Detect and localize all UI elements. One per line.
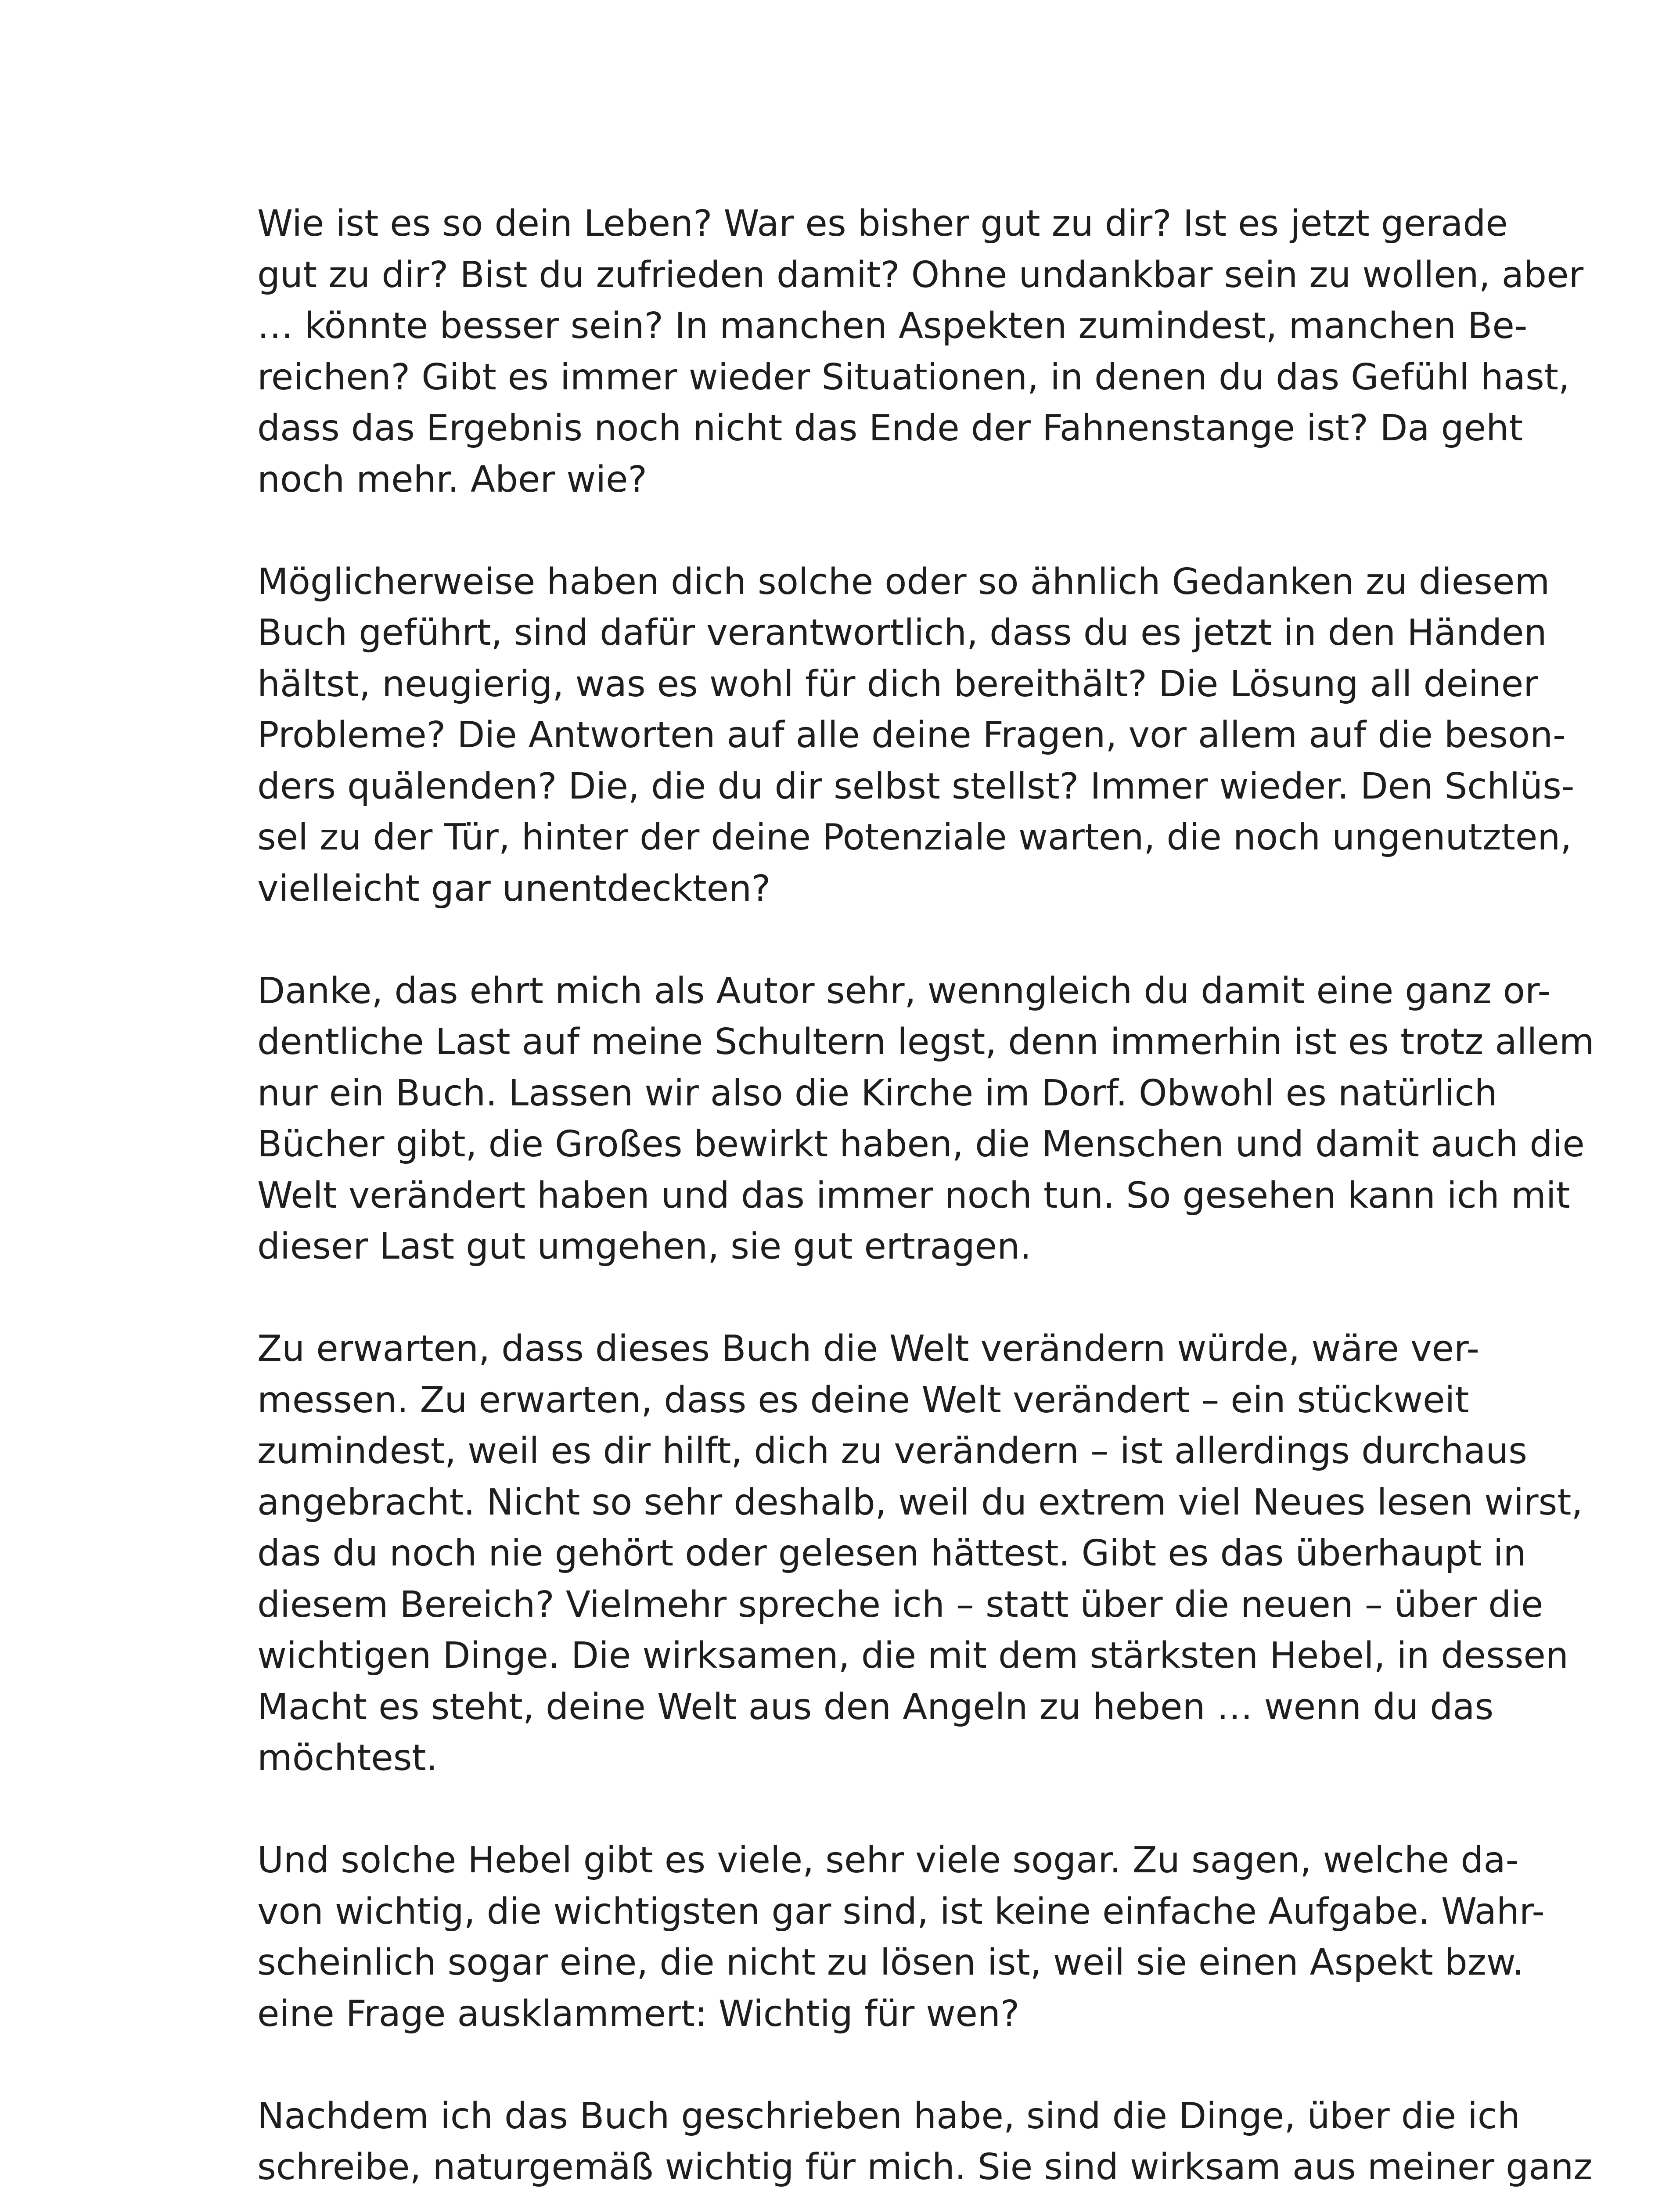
text-line: schreibe, naturgemäß wichtig für mich. Sie sind wirksam aus meiner ganz [257,2146,1593,2188]
text-line: wichtigen Dinge. Die wirksamen, die mit dem stärksten Hebel, in dessen [257,1635,1568,1677]
text-line: messen. Zu erwarten, dass es deine Welt verändert – ein stückweit [257,1379,1469,1421]
text-line: Buch geführt, sind dafür verantwortlich, dass du es jetzt in den Händen [257,612,1547,654]
text-line: eine Frage ausklammert: Wichtig für wen? [257,1993,1020,2035]
text-line: sel zu der Tür, hinter der deine Potenziale warten, die noch ungenutzten, [257,817,1572,858]
text-line: noch mehr. Aber wie? [257,458,648,500]
text-line: Probleme? Die Antworten auf alle deine Fragen, vor allem auf die beson- [257,714,1566,756]
paragraph-6 [257,2091,1593,2195]
text-line: möchtest. [257,1737,438,1779]
paragraph-5 [257,1835,1545,2040]
text-line: reichen? Gibt es immer wieder Situationen, in denen du das Gefühl hast, [257,356,1570,398]
text-line: dieser Last gut umgehen, sie gut ertragen. [257,1226,1032,1267]
text-line: hältst, neugierig, was es wohl für dich bereithält? Die Lösung all deiner [257,663,1538,705]
body-text [257,198,1594,2195]
paragraph-4 [257,1324,1583,1784]
paragraph-gap [257,914,1465,966]
text-line: ders quälenden? Die, die du dir selbst stellst? Immer wieder. Den Schlüs- [257,765,1575,807]
paragraph-3 [257,966,1594,1273]
text-line: Macht es steht, deine Welt aus den Angeln zu heben … wenn du das [257,1686,1494,1728]
text-line: diesem Bereich? Vielmehr spreche ich – statt über die neuen – über die [257,1583,1543,1626]
paragraph-gap [257,1784,1465,1835]
text-line: dentliche Last auf meine Schultern legst, denn immerhin ist es trotz allem [257,1021,1594,1063]
text-line: Wie ist es so dein Leben? War es bisher gut zu dir? Ist es jetzt gerade [257,203,1508,245]
paragraph-gap [257,1273,1465,1324]
text-line: von wichtig, die wichtigsten gar sind, ist keine einfache Aufgabe. Wahr- [257,1890,1545,1932]
text-line: Zu erwarten, dass dieses Buch die Welt verändern würde, wäre ver- [257,1328,1479,1370]
text-line: angebracht. Nicht so sehr deshalb, weil du extrem viel Neues lesen wirst, [257,1481,1583,1523]
text-line: Möglicherweise haben dich solche oder so ähnlich Gedanken zu diesem [257,561,1550,603]
text-line: … könnte besser sein? In manchen Aspekten zumindest, manchen Be- [257,305,1528,347]
text-line [257,2193,1465,2195]
text-line: scheinlich sogar eine, die nicht zu lösen ist, weil sie einen Aspekt bzw. [257,1942,1524,1983]
text-line: Danke, das ehrt mich als Autor sehr, wenngleich du damit eine ganz or- [257,970,1550,1012]
text-line: nur ein Buch. Lassen wir also die Kirche im Dorf. Obwohl es natürlich [257,1072,1497,1114]
paragraph-2 [257,557,1575,915]
text-line: Welt verändert haben und das immer noch tun. So gesehen kann ich mit [257,1174,1570,1216]
paragraph-gap [257,2040,1465,2091]
text-line: Und solche Hebel gibt es viele, sehr viele sogar. Zu sagen, welche da- [257,1839,1519,1881]
text-line: gut zu dir? Bist du zufrieden damit? Ohne undankbar sein zu wollen, aber [257,254,1584,296]
text-line: Bücher gibt, die Großes bewirkt haben, die Menschen und damit auch die [257,1123,1585,1165]
text-line: Nachdem ich das Buch geschrieben habe, sind die Dinge, über die ich [257,2095,1520,2137]
paragraph-1 [257,198,1584,505]
paragraph-gap [257,505,1465,557]
text-line: das du noch nie gehört oder gelesen hättest. Gibt es das überhaupt in [257,1533,1526,1574]
text-line: zumindest, weil es dir hilft, dich zu verändern – ist allerdings durchaus [257,1430,1528,1472]
text-line: dass das Ergebnis noch nicht das Ende der Fahnenstange ist? Da geht [257,407,1523,449]
text-line: vielleicht gar unentdeckten? [257,867,771,910]
